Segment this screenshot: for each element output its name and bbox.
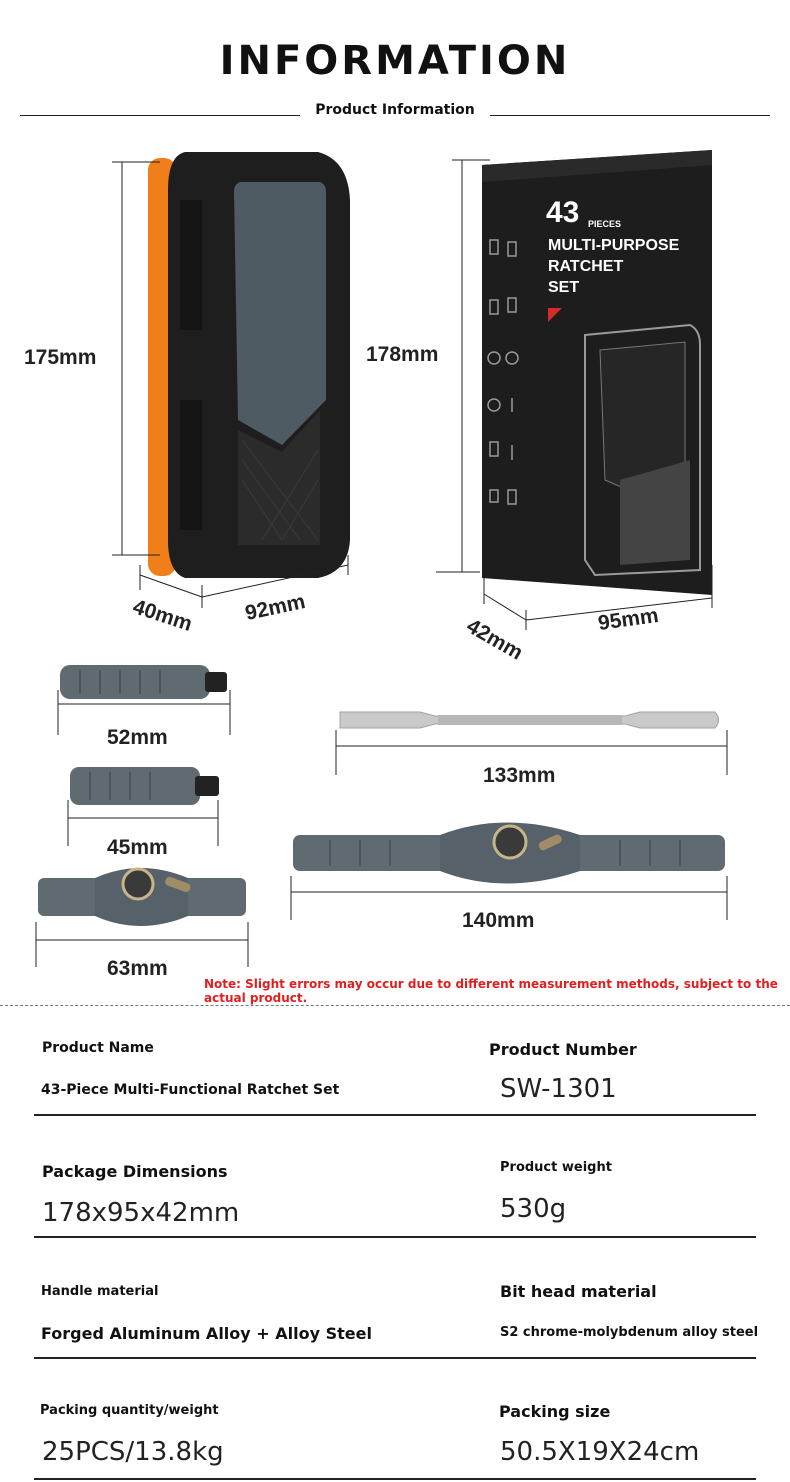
spec-value-handle-material: Forged Aluminum Alloy + Alloy Steel	[41, 1324, 372, 1343]
adapter-image	[70, 767, 219, 805]
spudger-image	[340, 712, 719, 728]
case-width-label: 92mm	[243, 589, 308, 626]
packaging-box-image	[482, 150, 712, 595]
spec-value-package-dimensions: 178x95x42mm	[42, 1198, 240, 1228]
spec-label-handle-material: Handle material	[41, 1284, 159, 1299]
spec-label-bit-head-material: Bit head material	[500, 1282, 657, 1301]
page-title: INFORMATION	[219, 38, 571, 84]
spec-label-packing-quantity-weight: Packing quantity/weight	[40, 1403, 219, 1418]
small-ratchet-image	[38, 868, 246, 926]
box-name-line1: MULTI-PURPOSE	[548, 237, 680, 254]
case-depth-label: 40mm	[130, 595, 195, 636]
page-subtitle: Product Information	[315, 102, 475, 118]
spec-row-divider	[34, 1357, 756, 1359]
box-count: 43	[546, 196, 580, 229]
spec-value-product-number: SW-1301	[500, 1074, 617, 1104]
spec-value-product-name: 43-Piece Multi-Functional Ratchet Set	[41, 1082, 340, 1098]
section-divider	[0, 1005, 790, 1006]
box-depth-label: 42mm	[462, 614, 527, 665]
spec-row-divider	[34, 1478, 756, 1480]
box-count-suffix: PIECES	[588, 219, 622, 229]
box-name-line3: SET	[548, 279, 580, 296]
long-ratchet-length-label: 140mm	[462, 909, 535, 932]
spec-label-package-dimensions: Package Dimensions	[42, 1162, 228, 1181]
spec-value-packing-size: 50.5X19X24cm	[500, 1437, 700, 1467]
box-width-label: 95mm	[596, 603, 660, 636]
adapter-length-label: 45mm	[107, 836, 168, 859]
spudger-length-label: 133mm	[483, 764, 556, 787]
extension-bar-image	[60, 665, 227, 699]
spec-value-product-weight: 530g	[500, 1194, 567, 1224]
long-ratchet-image	[293, 823, 725, 884]
spec-label-packing-size: Packing size	[499, 1402, 611, 1421]
spec-value-packing-quantity-weight: 25PCS/13.8kg	[42, 1437, 224, 1467]
spec-label-product-name: Product Name	[42, 1040, 154, 1056]
extension-length-label: 52mm	[107, 726, 168, 749]
spec-label-product-number: Product Number	[489, 1040, 637, 1059]
case-height-label: 175mm	[24, 346, 97, 369]
box-height-label: 178mm	[366, 343, 439, 366]
spec-label-product-weight: Product weight	[500, 1160, 612, 1175]
spec-row-divider	[34, 1114, 756, 1116]
tool-case-image	[148, 152, 350, 578]
spec-row-divider	[34, 1236, 756, 1238]
box-name-line2: RATCHET	[548, 258, 624, 275]
measurement-note: Note: Slight errors may occur due to different measurement methods, subject to the actual product.	[204, 977, 778, 1005]
spec-value-bit-head-material: S2 chrome-molybdenum alloy steel	[500, 1325, 759, 1340]
small-ratchet-length-label: 63mm	[107, 957, 168, 980]
